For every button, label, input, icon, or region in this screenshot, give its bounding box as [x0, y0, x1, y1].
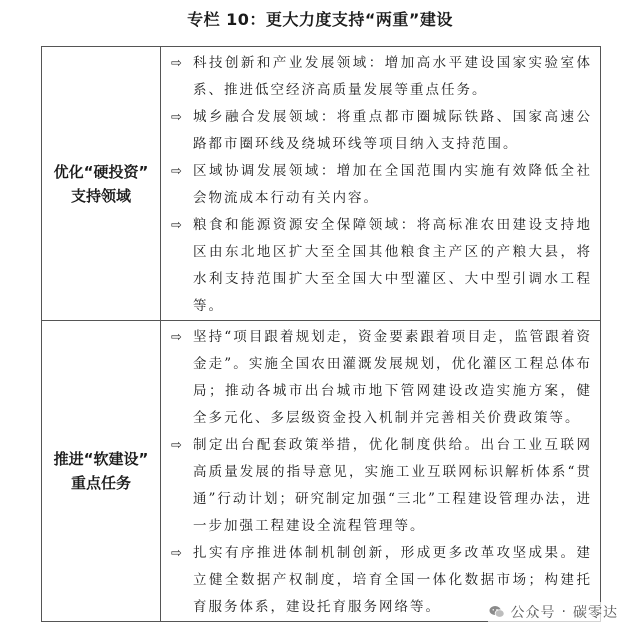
list-item-text: 区域协调发展领域：增加在全国范围内实施有效降低全社会物流成本行动有关内容。 — [193, 163, 592, 206]
watermark-source: 公众号 — [510, 605, 556, 621]
list-item — [171, 432, 592, 540]
list-item-text: 坚持“项目跟着规划走，资金要素跟着项目走，监管跟着资金走”。实施全国农田灌溉发展规划，优化灌区工程总体布局；推动各城市出台城市地下管网建设改造实施方案，健全多元化、多层级资金投入机制并完善相关价费政策等。 — [193, 329, 592, 426]
row-label-line: 优化“硬投资” — [53, 162, 149, 181]
list-item — [171, 158, 592, 212]
list-item-text: 科技创新和产业发展领域：增加高水平建设国家实验室体系、推进低空经济高质量发展等重点任务。 — [193, 55, 592, 98]
list-item — [171, 50, 592, 104]
row-label-line: 重点任务 — [70, 474, 131, 492]
row-label — [42, 47, 161, 321]
row-label-line: 推进“软建设” — [53, 450, 149, 468]
arrow-icon: ⇨ — [171, 546, 182, 561]
row-label-line: 支持领域 — [70, 186, 131, 205]
list-item-text: 城乡融合发展领域：将重点都市圈城际铁路、国家高速公路都市圈环线及绕城环线等项目纳入支持范围。 — [193, 109, 592, 152]
list-item — [171, 324, 592, 432]
row-content — [161, 321, 601, 622]
arrow-icon: ⇨ — [171, 56, 182, 71]
watermark-separator: · — [561, 604, 567, 620]
watermark — [488, 602, 618, 622]
row-label — [42, 321, 161, 622]
arrow-icon: ⇨ — [171, 330, 182, 345]
list-item-text: 制定出台配套政策举措，优化制度供给。出台工业互联网高质量发展的指导意见，实施工业互联网标识解析体系“贯通”行动计划；研究制定加强“三北”工程建设管理办法，进一步加强工程建设全流程管理等。 — [193, 437, 592, 534]
arrow-icon: ⇨ — [171, 110, 182, 125]
table-row — [42, 47, 601, 321]
arrow-icon: ⇨ — [171, 438, 182, 453]
list-item — [171, 212, 592, 320]
table-row — [42, 321, 601, 622]
content-table — [41, 46, 601, 622]
arrow-icon: ⇨ — [171, 218, 182, 233]
page-title: 专栏 10：更大力度支持“两重”建设 — [187, 10, 453, 29]
watermark-name: 碳零达 — [573, 605, 618, 621]
list-item-text: 粮食和能源资源安全保障领域：将高标准农田建设支持地区由东北地区扩大至全国其他粮食主产区的产粮大县，将水利支持范围扩大至全国大中型灌区、大中型引调水工程等。 — [193, 217, 592, 314]
row-content — [161, 47, 601, 321]
list-item-text: 扎实有序推进体制机制创新，形成更多改革攻坚成果。建立健全数据产权制度，培育全国一体化数据市场；构建托育服务体系，建设托育服务网络等。 — [193, 545, 592, 615]
list-item — [171, 104, 592, 158]
arrow-icon: ⇨ — [171, 164, 182, 179]
wechat-icon — [488, 603, 506, 621]
